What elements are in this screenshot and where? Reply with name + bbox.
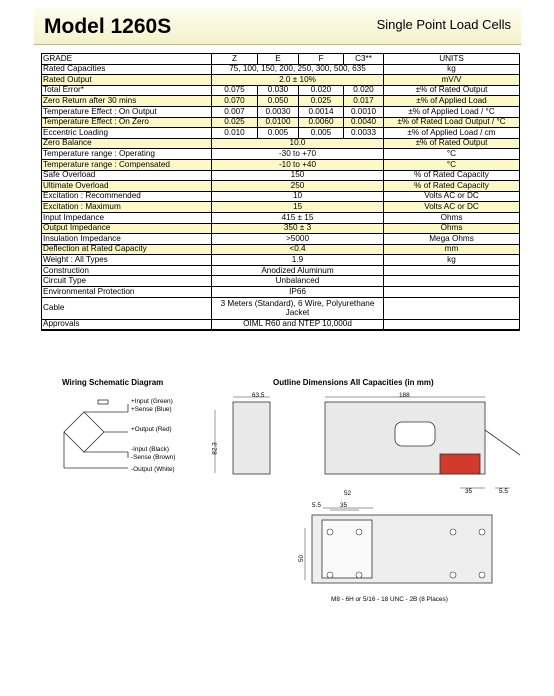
spec-row-label: Output Impedance [42, 223, 212, 234]
spec-span-value: 10.0 [212, 138, 384, 149]
wire-label-sense-brown: -Sense (Brown) [131, 454, 176, 461]
spec-row-label: Circuit Type [42, 276, 212, 287]
outline-plan-view [312, 515, 492, 583]
dim-5-5-front: 5.5 [499, 488, 508, 495]
spec-grade-value: 0.0060 [299, 117, 344, 128]
spec-span-value: -10 to +40 [212, 159, 384, 170]
spec-grade-value: 0.017 [344, 96, 384, 107]
spec-units: ±% of Rated Load Output / °C [384, 117, 520, 128]
wire-label-input-green: +Input (Green) [131, 398, 173, 405]
dim-82-3: 82.3 [211, 442, 219, 455]
spec-grade-value: 0.0040 [344, 117, 384, 128]
wire-label-output-white: -Output (White) [131, 466, 175, 473]
spec-span-value: -30 to +70 [212, 149, 384, 160]
spec-row-label: Temperature Effect : On Output [42, 106, 212, 117]
spec-grade-value: 0.0014 [299, 106, 344, 117]
spec-span-value: 350 ± 3 [212, 223, 384, 234]
spec-units: ±% of Applied Load [384, 96, 520, 107]
spec-units: Mega Ohms [384, 234, 520, 245]
grade-z: Z [212, 54, 258, 65]
spec-row-label: Weight : All Types [42, 255, 212, 266]
spec-units: Ohms [384, 212, 520, 223]
spec-row-label: Temperature range : Compensated [42, 159, 212, 170]
model-title: Model 1260S [44, 15, 172, 38]
spec-units: ±% of Applied Load / °C [384, 106, 520, 117]
spec-units: % of Rated Capacity [384, 181, 520, 192]
spec-span-value: OIML R60 and NTEP 10,000d [212, 319, 384, 330]
spec-grade-value: 0.050 [258, 96, 299, 107]
wiring-title: Wiring Schematic Diagram [62, 378, 164, 387]
outline-side-view [233, 402, 270, 474]
spec-span-value: 150 [212, 170, 384, 181]
spec-units: kg [384, 64, 520, 75]
spec-span-value: Anodized Aluminum [212, 265, 384, 276]
dim-50: 50 [298, 554, 306, 563]
spec-row-label: Excitation : Recommended [42, 191, 212, 202]
spec-row-label: Construction [42, 265, 212, 276]
spec-row-label: Total Error* [42, 85, 212, 96]
spec-row-label: Temperature range : Operating [42, 149, 212, 160]
spec-units: mm [384, 244, 520, 255]
spec-span-value: 75, 100, 150, 200, 250, 300, 500, 635 [212, 64, 384, 75]
spec-row-label: Rated Output [42, 75, 212, 86]
spec-span-value: 250 [212, 181, 384, 192]
spec-grade-value: 0.0100 [258, 117, 299, 128]
spec-span-value: IP66 [212, 287, 384, 298]
spec-grade-value: 0.0033 [344, 128, 384, 139]
spec-span-value: Unbalanced [212, 276, 384, 287]
spec-span-value: 2.0 ± 10% [212, 75, 384, 86]
spec-grade-value: 0.010 [212, 128, 258, 139]
grade-e: E [258, 54, 299, 65]
spec-units: Volts AC or DC [384, 202, 520, 213]
spec-units: ±% of Rated Output [384, 85, 520, 96]
spec-span-value: >5000 [212, 234, 384, 245]
grade-c3: C3** [344, 54, 384, 65]
outline-front-view [325, 402, 520, 474]
spec-grade-value: 0.007 [212, 106, 258, 117]
spec-row-label: Cable [42, 297, 212, 319]
grade-f: F [299, 54, 344, 65]
spec-row-label: Eccentric Loading [42, 128, 212, 139]
spec-grade-value: 0.0010 [344, 106, 384, 117]
spec-units: % of Rated Capacity [384, 170, 520, 181]
spec-grade-value: 0.020 [344, 85, 384, 96]
spec-units: kg [384, 255, 520, 266]
spec-row-label: Deflection at Rated Capacity [42, 244, 212, 255]
spec-row-label: Rated Capacities [42, 64, 212, 75]
thread-note: M8 - 6H or 5/16 - 18 UNC - 2B (8 Places) [331, 596, 448, 603]
spec-units: ±% of Applied Load / cm [384, 128, 520, 139]
spec-row-label: Insulation Impedance [42, 234, 212, 245]
spec-row-label: Safe Overload [42, 170, 212, 181]
spec-span-value: 415 ± 15 [212, 212, 384, 223]
wire-label-sense-blue: +Sense (Blue) [131, 406, 172, 413]
spec-grade-value: 0.025 [212, 117, 258, 128]
spec-row-label: Environmental Protection [42, 287, 212, 298]
spec-row-label: Zero Balance [42, 138, 212, 149]
spec-grade-value: 0.020 [299, 85, 344, 96]
dim-188: 188 [399, 392, 410, 399]
spec-row-label: Zero Return after 30 mins [42, 96, 212, 107]
spec-grade-value: 0.075 [212, 85, 258, 96]
dim-52: 52 [344, 490, 352, 497]
spec-span-value: 3 Meters (Standard), 6 Wire, Polyurethane Jacket [212, 297, 384, 319]
spec-units: Ohms [384, 223, 520, 234]
spec-row-label: Approvals [42, 319, 212, 330]
spec-grade-value: 0.025 [299, 96, 344, 107]
dim-63-5: 63.5 [252, 392, 265, 399]
spec-span-value: 15 [212, 202, 384, 213]
spec-units: °C [384, 159, 520, 170]
spec-row-label: Input Impedance [42, 212, 212, 223]
product-subtitle: Single Point Load Cells [376, 17, 511, 32]
spec-grade-value: 0.0030 [258, 106, 299, 117]
spec-row-label: Temperature Effect : On Zero [42, 117, 212, 128]
spec-units: ±% of Rated Output [384, 138, 520, 149]
dim-35-front: 35 [465, 488, 473, 495]
dim-5-5-plan: 5.5 [312, 502, 321, 509]
dim-35-plan: 35 [340, 502, 348, 509]
spec-span-value: 1.9 [212, 255, 384, 266]
spec-grade-value: 0.030 [258, 85, 299, 96]
spec-row-label: Excitation : Maximum [42, 202, 212, 213]
spec-grade-value: 0.005 [258, 128, 299, 139]
spec-span-value: 10 [212, 191, 384, 202]
spec-span-value: <0.4 [212, 244, 384, 255]
spec-units: Volts AC or DC [384, 191, 520, 202]
spec-units: mV/V [384, 75, 520, 86]
outline-title: Outline Dimensions All Capacities (in mm) [273, 378, 434, 387]
units-header: UNITS [384, 54, 520, 65]
grade-header: GRADE [42, 54, 212, 65]
wire-label-input-black: -Input (Black) [131, 446, 170, 453]
wiring-bridge [64, 400, 128, 468]
spec-grade-value: 0.070 [212, 96, 258, 107]
wire-label-output-red: +Output (Red) [131, 426, 172, 433]
spec-units: °C [384, 149, 520, 160]
spec-grade-value: 0.005 [299, 128, 344, 139]
spec-row-label: Ultimate Overload [42, 181, 212, 192]
